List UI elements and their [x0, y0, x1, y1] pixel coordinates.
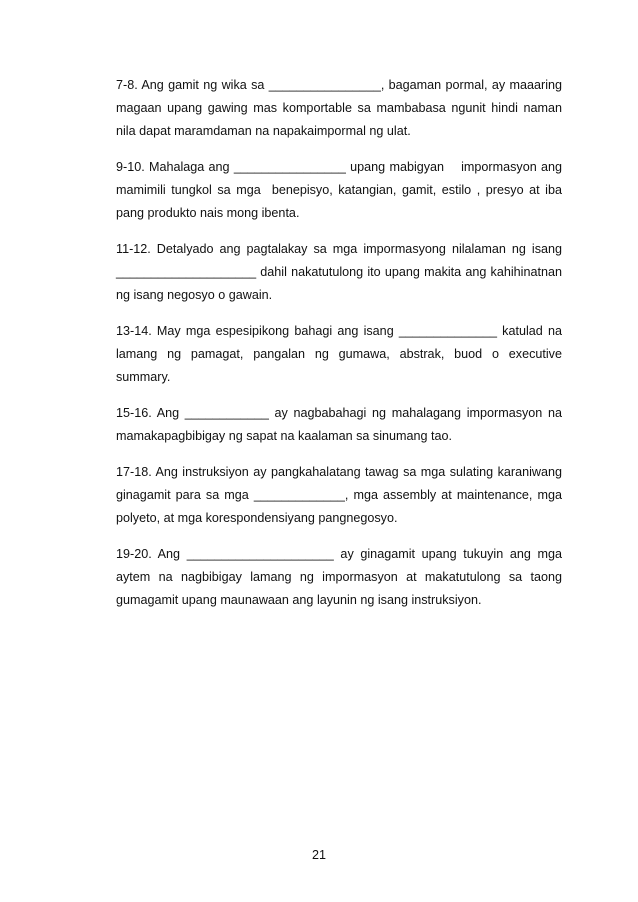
question-17-18: 17-18. Ang instruksiyon ay pangkahalatang tawag sa mga sulating karaniwang ginagamit para sa mga _____________, mga assembly at maintenance, mga polyeto, at mga korespondensiyang pangnegosyo. — [116, 465, 562, 525]
question-list — [116, 74, 566, 625]
page-number: 21 — [311, 848, 326, 862]
question-19-20: 19-20. Ang _____________________ ay ginagamit upang tukuyin ang mga aytem na nagbibigay lamang ng impormasyon at makatutulong sa taong gumagamit upang maunawaan ang layunin ng isang instruksiyon. — [116, 547, 562, 607]
question-15-16: 15-16. Ang ____________ ay nagbabahagi ng mahalagang impormasyon na mamakapagbibigay ng sapat na kaalaman sa sinumang tao. — [116, 406, 562, 443]
question-13-14: 13-14. May mga espesipikong bahagi ang isang ______________ katulad na lamang ng pamagat, pangalan ng gumawa, abstrak, buod o executive summary. — [116, 324, 562, 384]
question-9-10: 9-10. Mahalaga ang ________________ upang mabigyan impormasyon ang mamimili tungkol sa mga benepisyo, katangian, gamit, estilo , presyo at iba pang produkto nais mong ibenta. — [116, 160, 566, 220]
question-11-12: 11-12. Detalyado ang pagtalakay sa mga impormasyong nilalaman ng isang ____________________ dahil nakatutulong ito upang makita ang kahihinatnan ng isang negosyo o gawain. — [116, 242, 562, 302]
question-7-8: 7-8. Ang gamit ng wika sa ________________, bagaman pormal, ay maaaring magaan upang gawing mas komportable sa mambabasa ngunit hindi naman nila dapat maramdaman na napakaimpormal ng ulat. — [116, 78, 562, 138]
